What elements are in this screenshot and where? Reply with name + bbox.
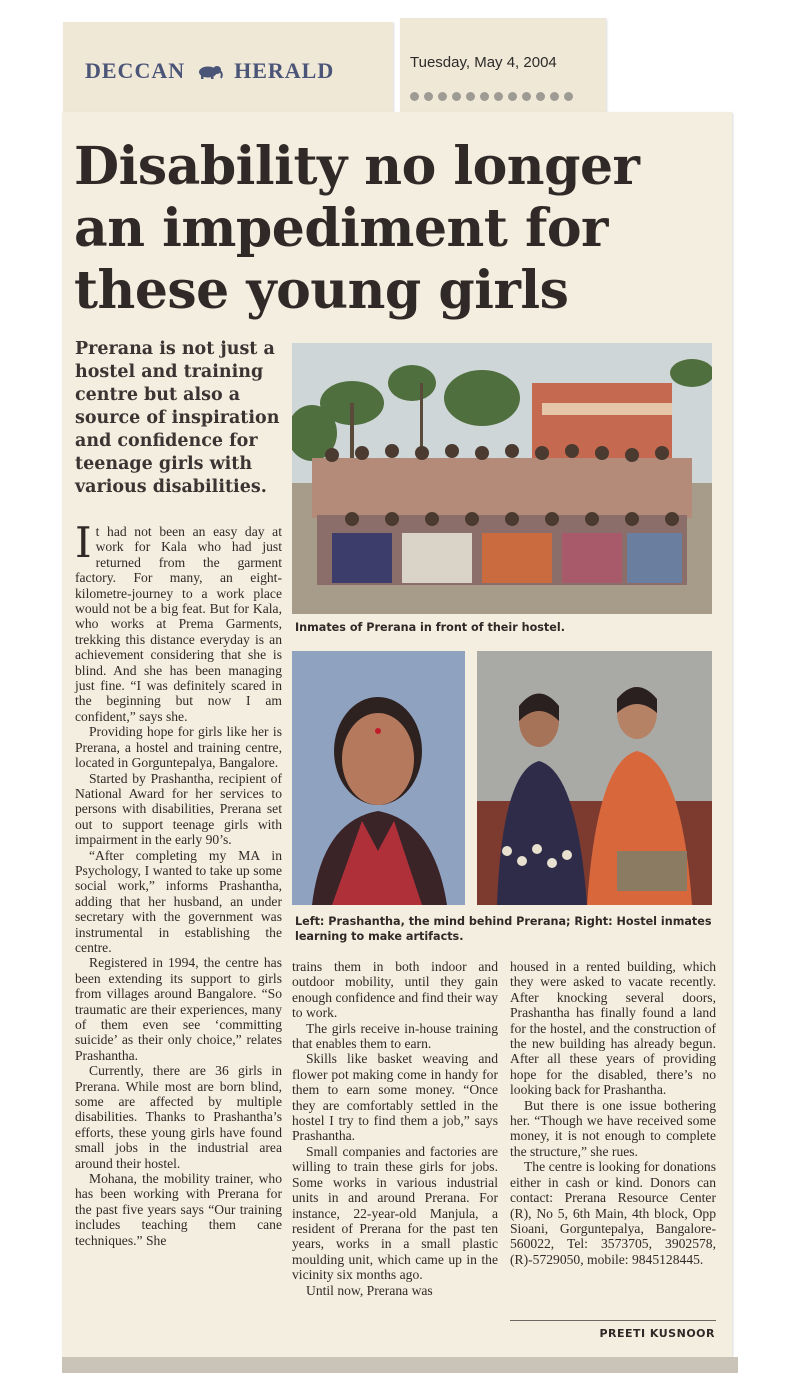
paragraph: housed in a rented building, which they were asked to vacate recently. After knocking several doors, Prashantha has finally found a land for the hostel, and the construction of the new building has already begun. After all these years of providing hope for the disabled, there’s no looking back for Prashantha. [510, 959, 716, 1098]
masthead-name-right: HERALD [234, 58, 335, 83]
paragraph: Registered in 1994, the centre has been extending its support to girls from villages around Bangalore. “So traumatic are their experiences, many of them even see ‘committing suicide’ as their only choice,” relates Prashantha. [75, 955, 282, 1063]
artifacts-photo-image [477, 651, 712, 905]
headline-line: Disability no longer [74, 136, 640, 197]
article-column-1 [75, 518, 282, 1248]
publication-date: Tuesday, May 4, 2004 [410, 54, 557, 71]
paragraph: Currently, there are 36 girls in Prerana. While most are born blind, some are affected by multiple disabilities. Thanks to Prashantha’s efforts, these young girls have found small jobs in the industrial area around their hostel. [75, 1063, 282, 1171]
portrait-photo [292, 651, 465, 905]
paragraph: Until now, Prerana was [306, 1282, 433, 1298]
drop-cap: I [75, 518, 92, 567]
paragraph: Started by Prashantha, recipient of National Award for her services to persons with disabilities, Prerana set out to support teenage girls with impairment in the early 90’s. [75, 770, 282, 848]
deck-line: Prerana is not just a [75, 339, 275, 359]
artifacts-photo [477, 651, 712, 905]
newspaper-logo [85, 58, 334, 84]
group-photo [292, 343, 712, 614]
elephant-emblem-icon [195, 63, 225, 79]
paragraph: Mohana, the mobility trainer, who has been working with Prerana for the past five years says “Our training includes teaching them cane techniques.” She [75, 1171, 282, 1248]
deck-line: source of inspiration [75, 408, 280, 428]
group-photo-image [292, 343, 712, 614]
dot-rule [410, 92, 573, 101]
masthead-name-left: DECCAN [85, 58, 186, 83]
headline [74, 136, 694, 322]
paragraph: t had not been an easy day at work for Kala who had just returned from the garment factory. For many, an eight-kilometre-journey to a work place would not be a big feat. But for Kala, who works at Prema Garments, trekking this distance everyday is an achievement considering that she is blind. And she has been managing just fine. “I was definitely scared in the beginning but now I am confident,” says she. [75, 524, 282, 724]
deck-line: various disabilities. [75, 477, 267, 497]
portrait-photo-image [292, 651, 465, 905]
paragraph: Skills like basket weaving and flower pot making come in handy for them to earn some money. “Once they are comfortably settled in the hostel I try to find them a job,” says Prashantha. [292, 1051, 498, 1144]
paragraph: Small companies and factories are willing to train these girls for jobs. Some works in various industrial units in and around Prerana. For instance, 22-year-old Manjula, a resident of Prerana for the past ten years, works in a small plastic moulding unit, which came up in the vicinity six months ago. [292, 1143, 498, 1283]
byline-rule [510, 1320, 716, 1321]
paragraph: “After completing my MA in Psychology, I wanted to take up some social work,” informs Prashantha, adding that her husband, an under secretary with the government was instrumental in establishing the centre. [75, 847, 282, 955]
dateline-clipping [400, 18, 606, 113]
byline: PREETI KUSNOOR [599, 1327, 715, 1340]
article-column-2 [292, 959, 498, 1298]
headline-line: an impediment for [74, 198, 608, 259]
deck-subhead [75, 338, 290, 499]
masthead-clipping [63, 22, 393, 112]
deck-line: teenage girls with [75, 454, 253, 474]
deck-line: hostel and training [75, 362, 264, 382]
paragraph: The centre is looking for donations either in cash or kind. Donors can contact: Prerana Resource Center (R), No 5, 6th Main, 4th block, Opp Sioani, Gorguntepalya, Bangalore-560022, Tel: 3573705, 3902578, (R)-5729050, mobile: 9845128445. [510, 1159, 716, 1267]
deck-line: centre but also a [75, 385, 241, 405]
paragraph: Providing hope for girls like her is Prerana, a hostel and training centre, located in Gorguntepalya, Bangalore. [75, 724, 282, 771]
paragraph: The girls receive in-house training that enables them to earn. [292, 1020, 498, 1052]
paragraph: trains them in both indoor and outdoor mobility, until they gain enough confidence and find their way to work. [292, 959, 498, 1021]
paragraph: But there is one issue bothering her. “Though we have received some money, it is not enough to complete the structure,” she rues. [510, 1097, 716, 1159]
headline-line: these young girls [74, 260, 569, 321]
portrait-and-artifacts-caption: Left: Prashantha, the mind behind Prerana; Right: Hostel inmates learning to make artifacts. [295, 915, 712, 943]
deck-line: and confidence for [75, 431, 258, 451]
group-photo-caption: Inmates of Prerana in front of their hostel. [295, 621, 565, 634]
paper-edge [62, 1357, 738, 1373]
article-column-3 [510, 959, 716, 1267]
